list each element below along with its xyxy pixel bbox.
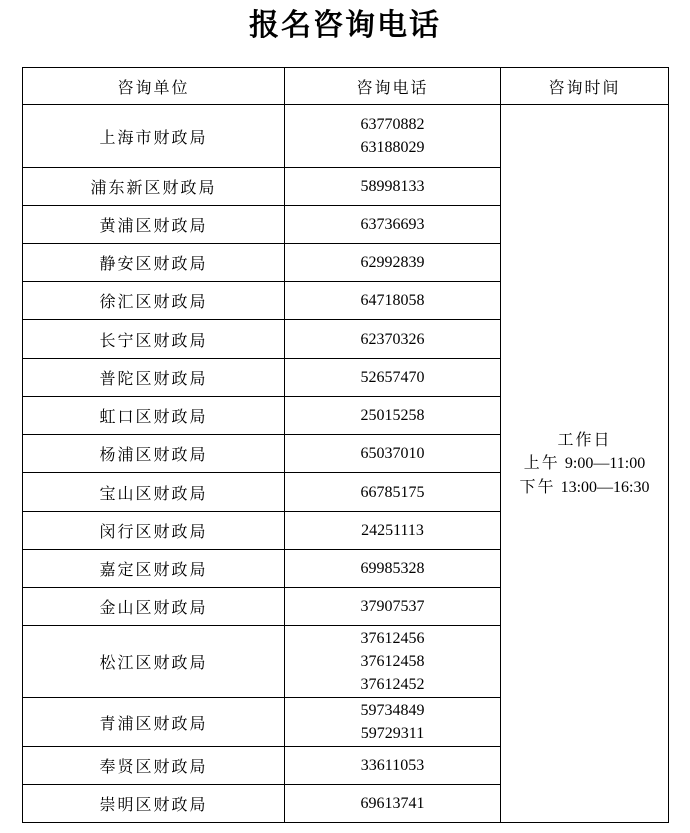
consult-morning (501, 451, 668, 475)
phone-number: 69613741 (360, 795, 425, 812)
phone-cell (285, 435, 501, 473)
consult-day: 工作日 (557, 430, 612, 449)
unit-cell: 宝山区财政局 (23, 473, 285, 512)
afternoon-hours: 13:00—16:30 (560, 479, 650, 496)
unit-cell: 杨浦区财政局 (23, 435, 285, 473)
phone-cell (285, 698, 501, 747)
unit-cell: 闵行区财政局 (23, 512, 285, 550)
phone-number: 37907537 (360, 598, 425, 615)
phone-cell (285, 105, 501, 168)
unit-cell: 嘉定区财政局 (23, 550, 285, 588)
phone-cell (285, 206, 501, 244)
phone-number: 59734849 (360, 702, 425, 719)
unit-cell: 徐汇区财政局 (23, 282, 285, 320)
unit-cell: 普陀区财政局 (23, 359, 285, 397)
phone-number: 66785175 (360, 483, 425, 501)
phone-cell (285, 626, 501, 698)
morning-label: 上午 (523, 453, 560, 472)
unit-cell: 崇明区财政局 (23, 785, 285, 823)
morning-hours: 9:00—11:00 (564, 455, 646, 472)
phone-number: 37612456 (360, 630, 425, 647)
phone-number: 24251113 (361, 522, 424, 539)
phone-cell (285, 785, 501, 823)
phone-number: 69985328 (360, 560, 425, 577)
table-body (23, 105, 669, 823)
phone-cell (285, 168, 501, 206)
header-time: 咨询时间 (501, 68, 669, 105)
page-title: 报名咨询电话 (249, 8, 441, 43)
afternoon-label: 下午 (519, 477, 556, 496)
phone-number: 59729311 (360, 725, 425, 742)
phone-cell (285, 359, 501, 397)
phone-number: 37612452 (360, 676, 425, 693)
header-phone: 咨询电话 (285, 68, 501, 105)
unit-cell: 青浦区财政局 (23, 698, 285, 747)
phone-cell (285, 473, 501, 512)
unit-cell: 上海市财政局 (23, 105, 285, 168)
phone-number: 63188029 (360, 139, 425, 156)
phone-cell (285, 282, 501, 320)
phone-number: 63770882 (360, 116, 425, 133)
unit-cell: 长宁区财政局 (23, 320, 285, 359)
phone-number: 62992839 (360, 254, 425, 271)
phone-number: 64718058 (360, 292, 425, 309)
consult-phone-table (22, 67, 669, 823)
unit-cell: 黄浦区财政局 (23, 206, 285, 244)
phone-number: 25015258 (360, 407, 425, 424)
phone-number: 63736693 (360, 216, 425, 233)
unit-cell: 虹口区财政局 (23, 397, 285, 435)
phone-number: 62370326 (360, 330, 425, 348)
header-unit: 咨询单位 (23, 68, 285, 105)
table-header-row (23, 68, 669, 105)
phone-cell (285, 550, 501, 588)
phone-cell (285, 512, 501, 550)
consult-time-cell (501, 105, 669, 823)
unit-cell: 金山区财政局 (23, 588, 285, 626)
phone-cell (285, 320, 501, 359)
phone-cell (285, 397, 501, 435)
phone-number: 65037010 (360, 445, 425, 462)
phone-cell (285, 747, 501, 785)
phone-number: 33611053 (360, 757, 425, 774)
table-row (23, 105, 669, 168)
unit-cell: 松江区财政局 (23, 626, 285, 698)
phone-cell (285, 588, 501, 626)
phone-number: 58998133 (360, 178, 425, 195)
unit-cell: 浦东新区财政局 (23, 168, 285, 206)
phone-cell (285, 244, 501, 282)
consult-afternoon (501, 475, 668, 499)
unit-cell: 奉贤区财政局 (23, 747, 285, 785)
phone-number: 52657470 (360, 369, 425, 386)
unit-cell: 静安区财政局 (23, 244, 285, 282)
phone-number: 37612458 (360, 653, 425, 670)
